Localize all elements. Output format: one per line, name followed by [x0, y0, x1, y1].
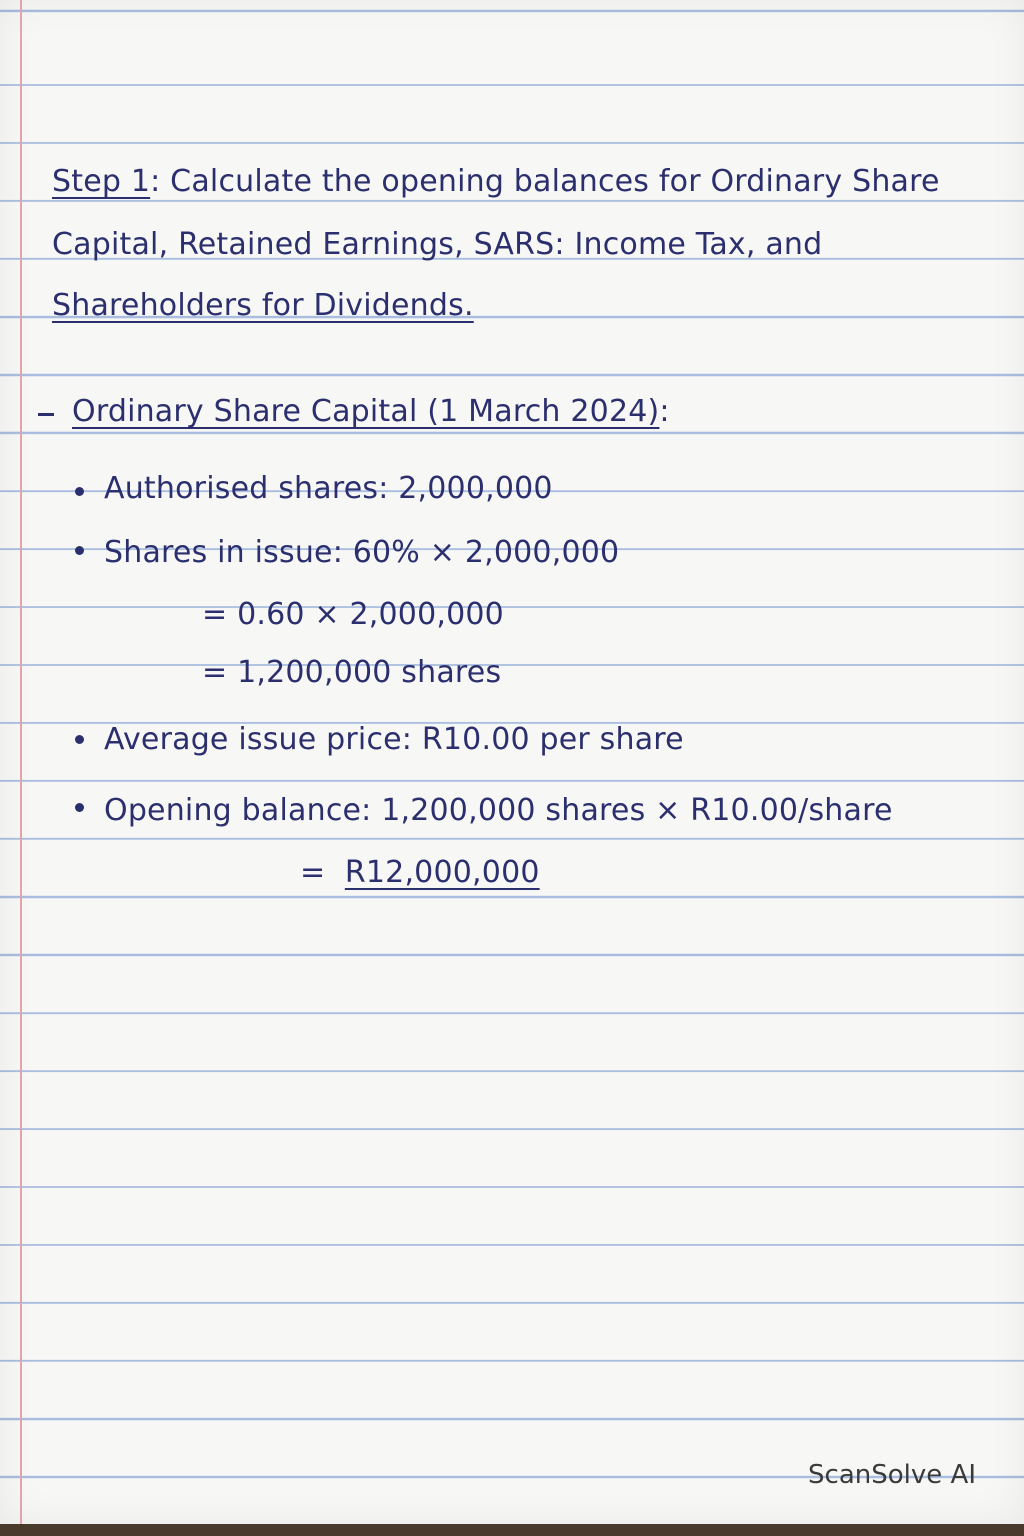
section-heading: [72, 394, 670, 429]
step-heading-line3: Shareholders for Dividends.: [52, 288, 474, 323]
shares-in-issue-line: Shares in issue: 60% × 2,000,000: [104, 535, 620, 570]
opening-balance-result: [300, 855, 540, 890]
step-heading-line2: Capital, Retained Earnings, SARS: Income Tax, and: [52, 227, 823, 262]
issue-calculation-1: = 0.60 × 2,000,000: [202, 597, 504, 632]
bullet-icon: [75, 803, 84, 812]
bullet-icon: [75, 487, 84, 496]
equals-sign: =: [300, 855, 326, 890]
bullet-icon: [75, 546, 84, 555]
average-issue-price-line: Average issue price: R10.00 per share: [104, 722, 684, 757]
authorised-shares-line: Authorised shares: 2,000,000: [104, 471, 553, 506]
opening-balance-value: R12,000,000: [344, 855, 540, 890]
margin-line: [20, 0, 22, 1524]
desk-edge: [0, 1524, 1024, 1536]
opening-balance-line: Opening balance: 1,200,000 shares × R10.00/share: [104, 793, 893, 828]
step-text-line1: : Calculate the opening balances for Ordinary Share: [150, 164, 940, 199]
watermark: ScanSolve AI: [808, 1460, 976, 1490]
issue-calculation-2: = 1,200,000 shares: [202, 655, 502, 690]
bullet-icon: [75, 735, 84, 744]
step-label: Step 1: [52, 164, 151, 199]
section-heading-colon: :: [659, 394, 670, 429]
section-heading-text: Ordinary Share Capital (1 March 2024): [72, 394, 660, 429]
step-heading-line1: [52, 164, 940, 199]
dash-marker: [38, 413, 54, 416]
